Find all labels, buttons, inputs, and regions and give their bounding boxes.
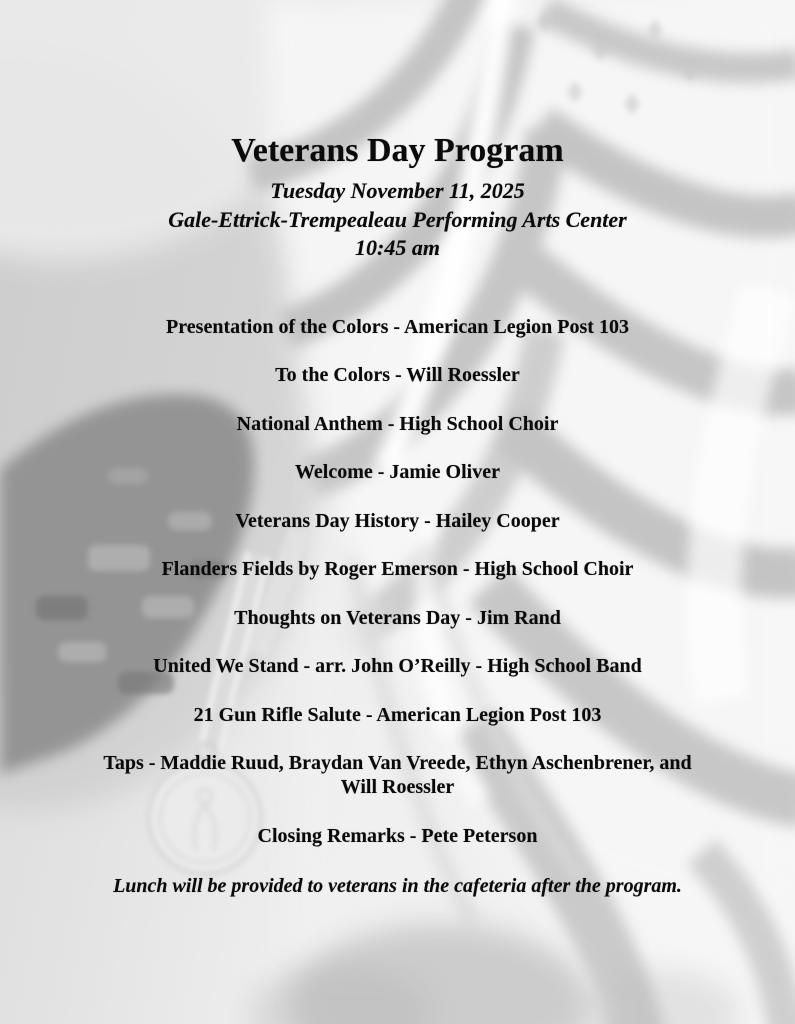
program-item-thoughts: Thoughts on Veterans Day - Jim Rand <box>234 606 561 629</box>
lunch-note: Lunch will be provided to veterans in the cafeteria after the program. <box>113 874 682 897</box>
program-item-to-the-colors: To the Colors - Will Roessler <box>275 364 520 386</box>
program-item-21-gun-salute: 21 Gun Rifle Salute - American Legion Post 103 <box>193 703 602 726</box>
program-item-flanders-fields: Flanders Fields by Roger Emerson - High School Choir <box>161 558 634 580</box>
program-item-welcome: Welcome - Jamie Oliver <box>295 461 500 483</box>
event-date: Tuesday November 11, 2025 <box>270 178 525 203</box>
flyer-footer <box>0 874 795 898</box>
program-item-veterans-day-history: Veterans Day History - Hailey Cooper <box>235 509 560 532</box>
program-item-national-anthem: National Anthem - High School Choir <box>236 412 559 435</box>
program-item-united-we-stand: United We Stand - arr. John O’Reilly - High School Band <box>153 655 642 677</box>
program-item-closing-remarks: Closing Remarks - Pete Peterson <box>257 824 538 847</box>
program-list <box>0 315 795 848</box>
program-item-presentation-of-colors: Presentation of the Colors - American Legion Post 103 <box>166 315 629 338</box>
event-venue: Gale-Ettrick-Trempealeau Performing Arts Center <box>168 206 627 232</box>
event-time: 10:45 am <box>355 235 440 260</box>
flyer-header <box>0 133 795 263</box>
page-title: Veterans Day Program <box>231 132 564 169</box>
program-item-taps: Taps - Maddie Ruud, Braydan Van Vreede, Ethyn Aschenbrener, and Will Roessler <box>103 752 692 798</box>
